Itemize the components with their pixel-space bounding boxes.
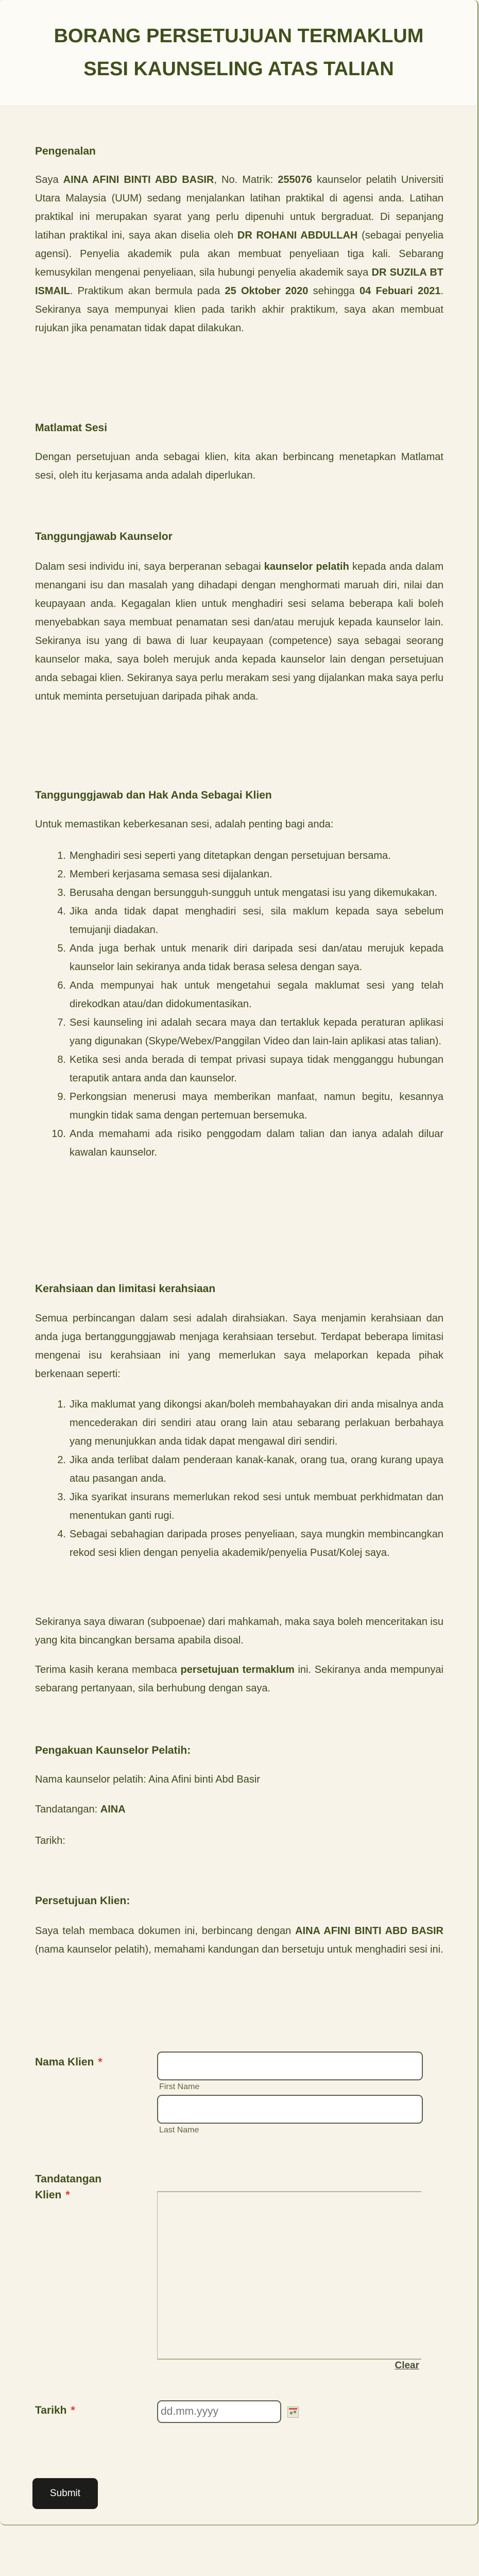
bold-text: AINA AFINI BINTI ABD BASIR [63,174,214,185]
intro-paragraph [35,171,443,337]
list-item [35,1525,443,1562]
client-name-label [35,2055,102,2070]
bold-text: 255076 [278,174,312,185]
list-item [35,1050,443,1088]
client-signature-label [35,2171,101,2203]
list-item-text: Berusaha dengan bersungguh-sungguh untuk mengatasi isu yang dikemukakan. [70,887,437,899]
list-item [35,1013,443,1050]
confidentiality-limits-list [35,1395,443,1562]
text-segment: Saya [35,174,63,185]
list-number: 3. [57,887,66,899]
date-label [35,2403,75,2418]
list-number: 9. [57,1091,66,1103]
text-segment: sehingga [308,285,360,297]
client-signature-label-line1: Tandatangan [35,2173,102,2185]
text-segment: , No. Matrik: [214,174,278,185]
date-label-text: Tarikh [35,2404,67,2416]
counselor-signature-line [35,1800,443,1819]
bold-text: DR ROHANI ABDULLAH [237,230,358,241]
last-name-input[interactable] [157,2095,423,2124]
section-heading-confidentiality: Kerahsiaan dan limitasi kerahsiaan [35,1283,216,1295]
submit-button[interactable]: Submit [32,2478,98,2509]
client-signature-label-line2: Klien [35,2189,62,2201]
list-item-text: Sesi kaunseling ini adalah secara maya dan tertakluk kepada peraturan aplikasi yang digunakan (Skype/Webex/Panggilan Video dan lain-lain aplikasi atas talian). [70,1017,443,1047]
text-segment: kaunselor pelatih Universiti Utara Malaysia (UUM) sedang menjalankan latihan praktikal di agensi anda. Latihan praktikal ini merupakan syarat yang perlu dipenuhi untuk bergraduat. Di sepanjang latihan praktikal ini, saya akan diselia oleh [35,174,443,241]
list-number: 2. [57,1454,66,1466]
list-item [35,1125,443,1162]
last-name-sublabel: Last Name [159,2126,199,2134]
text-segment: Terima kasih kerana membaca [35,1664,181,1675]
list-item-text: Jika maklumat yang dikongsi akan/boleh membahayakan diri anda misalnya anda mencederakan diri sendiri atau orang lain atau sebarang perlakuan berbahaya yang menunjukkan anda tidak dapat mengawal diri sendiri. [70,1399,443,1447]
confidentiality-intro: Semua perbincangan dalam sesi adalah dirahsiakan. Saya menjamin kerahsiaan dan anda juga bertanggunggjawab menjaga kerahsiaan tersebut. Terdapat beberapa limitasi mengenai isu kerahsiaan ini yang memerlukan saya melaporkan kepada pihak berkenaan seperti: [35,1313,443,1380]
list-item [35,884,443,902]
client-responsibilities-list [35,846,443,1162]
form-title-line2: SESI KAUNSELING ATAS TALIAN [83,58,394,80]
bold-text: 25 Oktober 2020 [225,285,309,297]
list-number: 7. [57,1017,66,1028]
list-number: 10. [52,1128,66,1140]
form-title-line1: BORANG PERSETUJUAN TERMAKLUM [54,25,424,47]
text-segment: Dalam sesi individu ini, saya berperanan sebagai [35,561,264,572]
section-heading-goal: Matlamat Sesi [35,422,108,434]
signature-pad[interactable] [157,2191,421,2360]
list-item-text: Jika anda terlibat dalam penderaan kanak-kanak, orang tua, orang kurang upaya atau pasangan anda. [70,1454,443,1484]
list-item [35,1395,443,1451]
bold-text: AINA AFINI BINTI ABD BASIR [295,1925,443,1937]
bold-text: persetujuan termaklum [180,1664,295,1675]
text-segment: ini. Sekiranya anda mempunyai sebarang pertanyaan, sila berhubung dengan saya. [35,1664,443,1694]
bold-text: 04 Febuari 2021 [360,285,441,297]
calendar-icon[interactable] [287,2406,299,2418]
counselor-date-line: Tarikh: [35,1835,65,1846]
list-item-text: Memberi kerjasama semasa sesi dijalankan. [70,869,272,880]
section-heading-counselor: Tanggungjawab Kaunselor [35,531,173,543]
clear-signature-link[interactable]: Clear [395,2360,419,2371]
first-name-sublabel: First Name [159,2082,200,2091]
text-segment: Dengan persetujuan anda sebagai klien, kita akan berbincang menetapkan Matlamat sesi, oleh itu kerjasama anda adalah diperlukan. [35,451,443,481]
list-item-text: Anda memahami ada risiko penggodam dalam talian dan ianya adalah diluar kawalan kaunselor. [70,1128,443,1158]
text-segment: . Sekiranya saya mempunyai klien pada tarikh akhir praktikum, saya akan membuat rujukan jika penamatan tidak dapat dilakukan. [35,285,444,334]
form-header [0,0,477,106]
goal-paragraph [35,448,443,485]
required-asterisk: * [65,2189,70,2201]
section-heading-client: Tanggunggjawab dan Hak Anda Sebagai Klien [35,789,272,801]
subpoena-paragraph: Sekiranya saya diwaran (subpoenae) dari mahkamah, maka saya boleh menceritakan isu yang kita bincangkan bersama apabila disoal. [35,1616,443,1646]
text-segment: (nama kaunselor pelatih), memahami kandungan dan bersetuju untuk menghadiri sesi ini. [35,1944,443,1955]
counselor-name-line: Nama kaunselor pelatih: Aina Afini binti Abd Basir [35,1774,260,1785]
list-number: 1. [57,1399,66,1410]
list-number: 5. [57,943,66,954]
consent-paragraph [35,1922,443,1959]
list-item [35,976,443,1013]
list-item-text: Ketika sesi anda berada di tempat privasi supaya tidak mengganggu hubungan teraputik antara anda dan kaunselor. [70,1054,443,1084]
list-number: 3. [57,1492,66,1503]
list-item [35,1488,443,1525]
list-number: 2. [57,869,66,880]
list-item [35,865,443,884]
first-name-input[interactable] [157,2052,423,2080]
client-name-label-text: Nama Klien [35,2056,94,2068]
bold-text: DR SUZILA BT ISMAIL [35,267,443,297]
text-segment: . Praktikum akan bermula pada [70,285,225,297]
list-item-text: Perkongsian menerusi maya memberikan manfaat, namun begitu, kesannya mungkin tidak sama dengan pertemuan bersemuka. [70,1091,443,1121]
section-heading-consent: Persetujuan Klien: [35,1895,130,1907]
list-item-text: Jika anda tidak dapat menghadiri sesi, sila maklum kepada saya sebelum temujanji diadakan. [70,906,443,936]
list-number: 8. [57,1054,66,1065]
list-item [35,1088,443,1125]
list-item-text: Anda mempunyai hak untuk mengetahui segala maklumat sesi yang telah direkodkan atau/dan didokumentasikan. [70,980,443,1010]
list-item [35,846,443,865]
list-item [35,1451,443,1488]
list-item-text: Sebagai sebahagian daripada proses penyeliaan, saya mungkin membincangkan rekod sesi klien dengan penyelia akademik/penyelia Pusat/Kolej saya. [70,1529,443,1558]
thanks-paragraph [35,1660,443,1698]
signature-label: Tandatangan: [35,1804,100,1815]
list-item [35,902,443,939]
counselor-paragraph [35,557,443,706]
list-number: 1. [57,850,66,861]
list-item-text: Menghadiri sesi seperti yang ditetapkan dengan persetujuan bersama. [70,850,391,861]
text-segment: kepada anda dalam menangani isu dan masalah yang dihadapi dengan menghormati maruah diri, nilai dan keupayaan anda. Kegagalan klien untuk menghadiri sesi selama beberapa kali boleh menyebabkan saya membuat penamatan sesi dan/atau merujuk kepada kaunselor lain. Sekiranya isu yang di bawa di luar keupayaan (competence) saya sebagai seorang kaunselor maka, saya boleh merujuk anda kepada kaunselor lain dengan persetujuan anda sebagai klien. Sekiranya saya perlu merakam sesi yang dijalankan maka saya perlu untuk meminta persetujuan daripada pihak anda. [35,561,443,702]
required-asterisk: * [71,2404,75,2416]
text-segment: Saya telah membaca dokumen ini, berbincang dengan [35,1925,296,1937]
date-input[interactable] [157,2400,281,2423]
list-number: 4. [57,1529,66,1540]
list-item-text: Jika syarikat insurans memerlukan rekod sesi untuk membuat perkhidmatan dan menentukan ganti rugi. [70,1492,443,1521]
list-number: 6. [57,980,66,991]
section-heading-declaration: Pengakuan Kaunselor Pelatih: [35,1744,191,1756]
bold-text: kaunselor pelatih [264,561,349,572]
signature-value: AINA [100,1804,126,1815]
client-intro: Untuk memastikan keberkesanan sesi, adalah penting bagi anda: [35,819,334,830]
list-item [35,939,443,976]
section-heading-intro: Pengenalan [35,145,96,157]
required-asterisk: * [98,2056,102,2068]
list-number: 4. [57,906,66,917]
list-item-text: Anda juga berhak untuk menarik diri daripada sesi dan/atau merujuk kepada kaunselor lain sekiranya anda tidak berasa selesa dengan saya. [70,943,443,973]
text-segment: (sebagai penyelia agensi). Penyelia akademik pula akan membuat penyeliaan tiga kali. Sebarang kemusykilan mengenai penyeliaan, sila hubungi penyelia akademik saya [35,230,443,278]
